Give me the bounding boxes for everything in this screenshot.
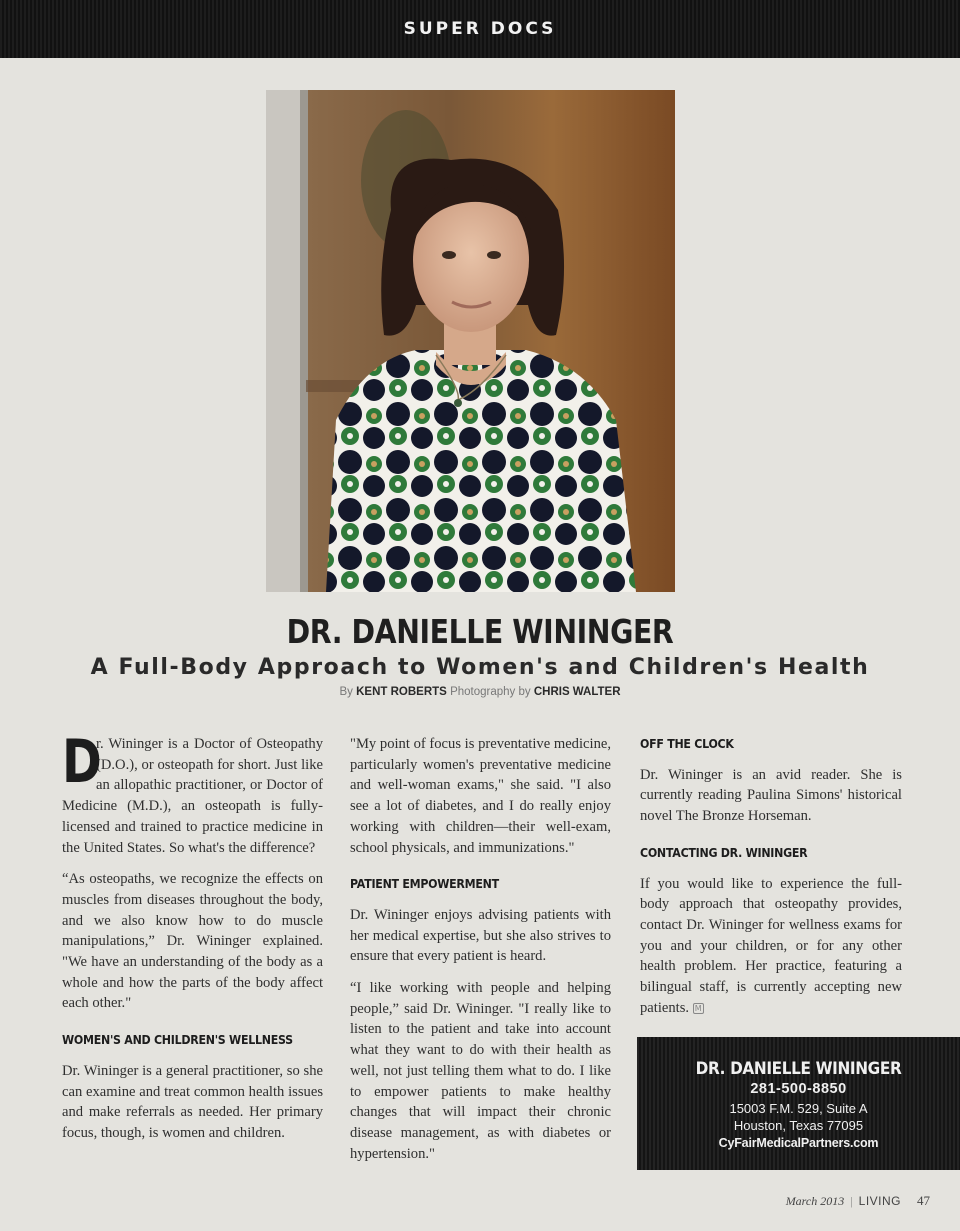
article-subtitle: A Full-Body Approach to Women's and Children's Health: [90, 655, 870, 680]
paragraph: Dr. Wininger is a general practitioner, so she can examine and treat common health issues and make referrals as needed. Her primary focus, though, is women and children.: [62, 1062, 323, 1141]
publication-name: LIVING: [858, 1194, 901, 1208]
byline: [0, 686, 960, 698]
contact-phone[interactable]: 281-500-8850: [750, 1081, 847, 1097]
section-heading-contacting: CONTACTING DR. WININGER: [640, 845, 808, 860]
paragraph: “As osteopaths, we recognize the effects on muscles from diseases throughout the body, and we also know how to do muscle manipulations,” Dr. Wininger explained. "We have an understanding of the body as a whole and how the parts of the body affect each other.": [62, 871, 323, 1012]
byline-photographer: CHRIS WALTER: [533, 686, 621, 698]
section-heading-wellness: WOMEN'S AND CHILDREN'S WELLNESS: [62, 1033, 293, 1048]
intro-text: r. Wininger is a Doctor of Osteopathy (D.O.), or osteopath for short. Just like an allopathic practitioner, or Doctor of Medicine (M.D.), an osteopath is fully-licensed and trained to practice medicine in the United States. So what's the difference?: [62, 736, 323, 856]
paragraph: “I like working with people and helping people,” said Dr. Wininger. "I really like to listen to the patient and take into account what they want to do with their health as well, not just telling them what to do. I like to empower patients to make healthy changes that will impact their chronic disease management, as with diabetes or hypertension.": [350, 980, 611, 1162]
section-heading-off-the-clock: OFF THE CLOCK: [640, 737, 734, 751]
byline-author: KENT ROBERTS: [356, 686, 447, 698]
footer-separator: |: [850, 1194, 853, 1208]
byline-photo-label: Photography by: [450, 686, 531, 698]
article-column-2: [350, 734, 611, 1175]
intro-paragraph: [62, 727, 323, 858]
contact-address-line-2: Houston, Texas 77095: [733, 1118, 864, 1133]
contact-address-line-1: 15003 F.M. 529, Suite A: [729, 1101, 868, 1116]
contact-website-link[interactable]: CyFairMedicalPartners.com: [718, 1136, 879, 1150]
article-column-1: [62, 727, 323, 1155]
issue-date: March 2013: [785, 1194, 845, 1208]
paragraph: Dr. Wininger is an avid reader. She is currently reading Paulina Simons' historical novel The Bronze Horseman.: [640, 766, 902, 825]
contact-name: DR. DANIELLE WININGER: [695, 1059, 902, 1079]
article-title: DR. DANIELLE WININGER: [286, 612, 674, 651]
page-number: 47: [917, 1193, 930, 1208]
closing-text: If you would like to experience the full-body approach that osteopathy provides, contact Dr. Wininger for wellness exams for you and your children, or for any other health problem. Her practice, featuring a bilingual staff, is currently accepting new patients.: [640, 875, 902, 1016]
byline-by-label: By: [339, 686, 353, 698]
contact-address: [637, 1100, 960, 1134]
page-footer: [786, 1193, 930, 1209]
paragraph: Dr. Wininger enjoys advising patients with her medical expertise, but she also strives to ensure that every patient is heard.: [350, 906, 611, 965]
section-label: SUPER DOCS: [403, 19, 557, 39]
article-column-3: [640, 734, 902, 1029]
paragraph: "My point of focus is preventative medicine, particularly women's preventative medicine and well-woman exams," she said. "I also see a lot of diabetes, and I do really enjoy working with children—their well-exam, school physicals, and immunizations.": [350, 736, 611, 856]
portrait-photo: [266, 90, 675, 592]
closing-paragraph: [640, 874, 902, 1019]
section-header-bar: [0, 0, 960, 58]
contact-info-box: [637, 1037, 960, 1170]
drop-cap: D: [62, 727, 102, 797]
section-heading-empowerment: PATIENT EMPOWERMENT: [350, 877, 499, 892]
end-mark-icon: M: [693, 1003, 704, 1014]
